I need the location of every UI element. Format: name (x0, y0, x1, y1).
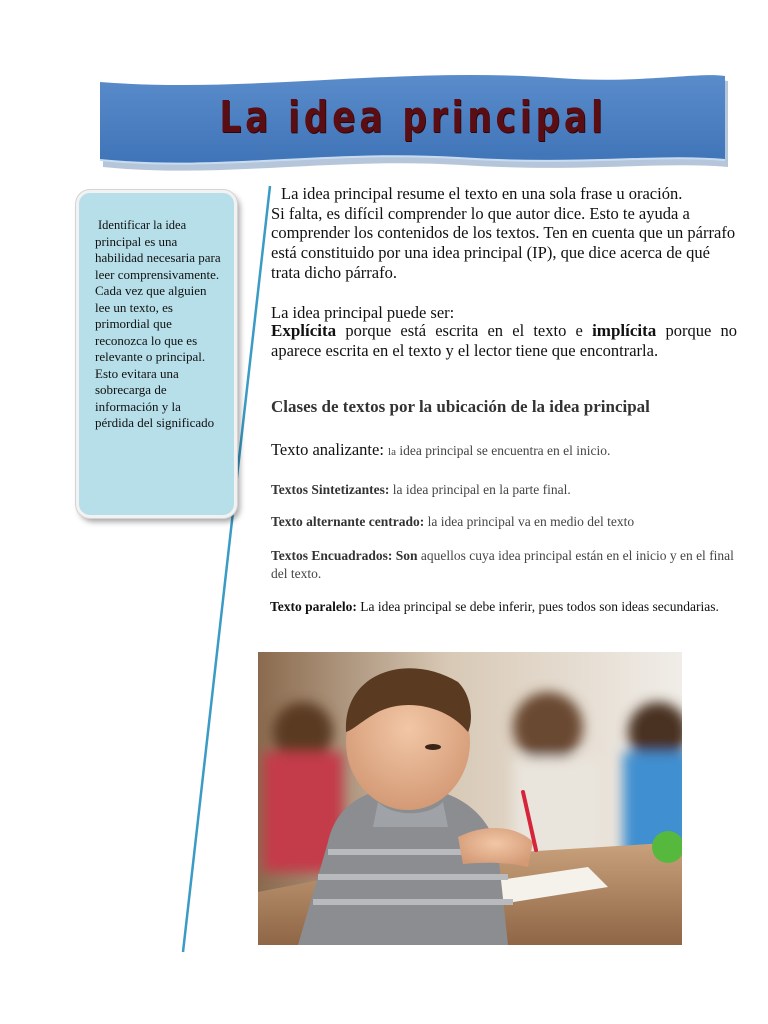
paralelo-term: Texto paralelo: (270, 599, 357, 614)
class-alternante (271, 513, 741, 531)
analizante-desc: idea principal se encuentra en el inicio. (396, 443, 611, 458)
class-sintetizantes (271, 481, 741, 499)
class-analizante (271, 440, 610, 460)
class-paralelo (262, 597, 732, 617)
implicit-term: implícita (592, 321, 657, 340)
encuadrados-term: Textos Encuadrados: Son (271, 548, 418, 563)
alternante-desc: la idea principal va en medio del texto (424, 514, 635, 529)
class-encuadrados (271, 547, 739, 582)
encuadrados-desc: aquellos cuya idea principal están en el inicio y en el final del texto. (271, 548, 734, 581)
side-note-box (76, 190, 237, 518)
side-note-line1: Identificar la idea (98, 218, 187, 232)
side-note-text (95, 217, 223, 432)
intro-body: Si falta, es difícil comprender lo que autor dice. Esto te ayuda a comprender los contenidos de los textos. Ten en cuenta que un párrafo está constituido por una idea principal (IP), que dice acerca de qué trata dicho párrafo. (271, 203, 736, 282)
types-intro: La idea principal puede ser: (271, 303, 455, 322)
sintetizantes-term: Textos Sintetizantes: (271, 482, 390, 497)
classes-heading: Clases de textos por la ubicación de la idea principal (271, 397, 650, 416)
paralelo-desc: La idea principal se debe inferir, pues todos son ideas secundarias. (356, 599, 719, 614)
alternante-term: Texto alternante centrado: (271, 514, 425, 529)
intro-line1: La idea principal resume el texto en una sola frase u oración. (281, 184, 683, 203)
analizante-term: Texto analizante: (271, 440, 384, 459)
page-title: La idea principal (219, 92, 607, 143)
analizante-small: la (388, 446, 396, 458)
intro-paragraph (271, 184, 739, 283)
sintetizantes-desc: la idea principal en la parte final. (389, 482, 571, 497)
title-banner (98, 70, 728, 180)
explicit-desc: porque está escrita en el texto e (336, 321, 593, 340)
side-note-body: principal es una habilidad necesaria para leer comprensivamente. Cada vez que alguien lee un texto, es primordial que reconozca lo que es relevante o principal. Esto evitara una sobrecarga de información y la pérdida del significado (95, 233, 221, 430)
photo-illustration (258, 652, 682, 945)
types-description (271, 321, 737, 360)
explicit-term: Explícita (271, 321, 337, 340)
children-writing-photo (258, 652, 682, 945)
implicit-desc: porque no aparece escrita en el texto y el lector tiene que encontrarla. (271, 321, 737, 360)
